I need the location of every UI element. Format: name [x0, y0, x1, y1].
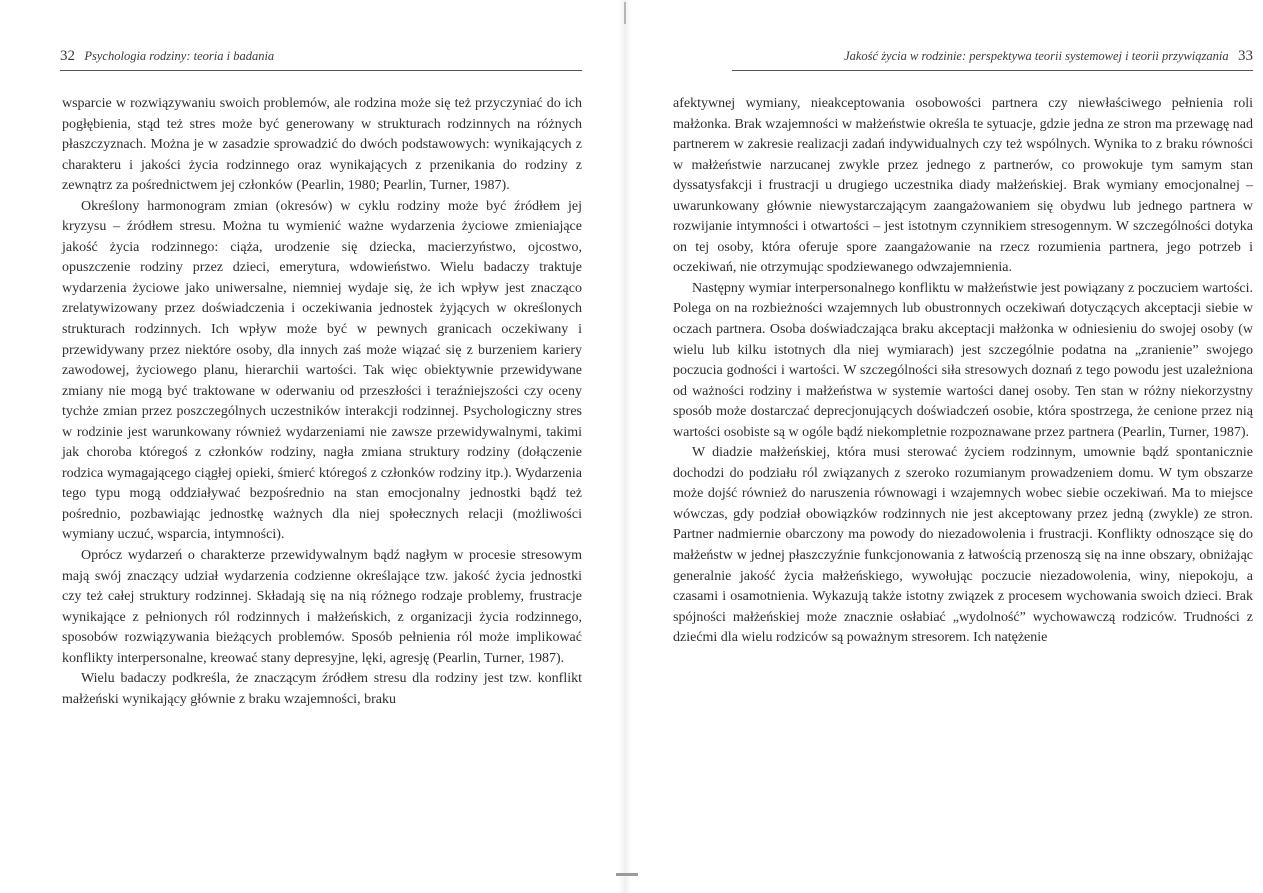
- right-paragraph-1: afektywnej wymiany, nieakceptowania osobowości partnera czy niewłaściwego pełnienia roli małżonka. Brak wzajemności w małżeństwie określa te sytuacje, gdzie jedna ze stron ma przewagę nad partnerem w zakresie realizacji zadań indywidualnych czy też wspólnych. Wynika to z braku równości w małżeństwie narzucanej zwykle przez jednego z partnerów, co prowokuje tym samym stan dyssatysfakcji i frustracji u drugiego uczestnika diady małżeńskiej. Brak wymiany emocjonalnej – uwarunkowany głównie niewystarczającym zaangażowaniem się obydwu lub jednego partnera w rozwijanie intymności i otwartości – jest istotnym czynnikiem stresogennym. W szczególności dotyka on tej osoby, która oferuje spore zaangażowanie na rzecz rozumienia partnera, jego potrzeb i oczekiwań, nie otrzymując spodziewanego odwzajemnienia.: [673, 96, 1253, 276]
- left-page-number: 32: [60, 48, 75, 64]
- left-running-head: [60, 48, 582, 71]
- left-paragraph-3: Oprócz wydarzeń o charakterze przewidywalnym bądź nagłym w procesie stresowym mają swój znaczący udział wydarzenia codzienne określające tzw. jakość życia jednostki czy też całej struktury rodzinnej. Składają się na nią różnego rodzaje problemy, frustracje wynikające z pełnionych ról rodzinnych i małżeńskich, z organizacji życia rodzinnego, sposobów rozwiązywania bieżących problemów. Sposób pełnienia ról może implikować konflikty interpersonalne, kreować stany depresyjne, lęki, agresję (Pearlin, Turner, 1987).: [62, 548, 582, 666]
- right-body-text: [673, 94, 1253, 649]
- right-paragraph-2: Następny wymiar interpersonalnego konfliktu w małżeństwie jest powiązany z poczuciem wartości. Polega on na rozbieżności wzajemnych lub obustronnych oczekiwań dotyczących akceptacji siebie w oczach partnera. Osoba doświadczająca braku akceptacji małżonka w odniesieniu do swojej osoby (w wielu lub kilku istotnych dla niej wymiarach) jest szczególnie podatna na „zranienie” swojego poczucia godności i wartości. W szczególności siła stresowych doznań z tego powodu jest uzależniona od ważności rodziny i małżeństwa w systemie wartości danej osoby. Ten stan w różny niekorzystny sposób może dostarczać deprecjonujących doświadczeń osobie, która spostrzega, że cenione przez nią wartości osobiste są w ogóle bądź niekompletnie rozpoznawane przez partnera (Pearlin, Turner, 1987).: [673, 280, 1253, 440]
- left-body-text: [62, 94, 582, 710]
- left-running-head-title: Psychologia rodziny: teoria i badania: [84, 49, 275, 63]
- right-paragraph-3: W diadzie małżeńskiej, która musi sterować życiem rodzinnym, umownie bądź spontanicznie dochodzi do podziału ról związanych z szeroko rozumianym prowadzeniem domu. W tym obszarze może dojść również do naruszenia równowagi i wzajemnych wobec siebie oczekiwań. Ma to miejsce wówczas, gdy podział obowiązków rodzinnych nie jest akceptowany przez jedną (zwykle) ze stron. Partner nadmiernie obarczony ma powody do niezadowolenia i frustracji. Konflikty odnoszące się do małżeństw w jednej płaszczyźnie funkcjonowania z łatwością przenoszą się na inne obszary, obniżając generalnie jakość życia małżeńskiego, wywołując poczucie niezadowolenia, winy, niepokoju, a czasami i osamotnienia. Wykazują także istotny związek z procesem wychowania swoich dzieci. Brak spójności małżeńskiej może znacznie osłabiać „wydolność” wychowawczą rodziców. Trudności z dziećmi dla wielu rodziców są poważnym stresorem. Ich natężenie: [673, 445, 1253, 646]
- left-page: [0, 0, 631, 893]
- right-running-head: [732, 48, 1253, 71]
- right-page-number: 33: [1238, 48, 1253, 64]
- right-page: [632, 0, 1263, 893]
- right-running-head-title: Jakość życia w rodzinie: perspektywa teorii systemowej i teorii przywiązania: [844, 49, 1229, 63]
- left-paragraph-1: wsparcie w rozwiązywaniu swoich problemów, ale rodzina może się też przyczyniać do ich pogłębienia, stąd też stres może być generowany w strukturach rodzinnych na różnych płaszczyznach. Można je w zasadzie sprowadzić do dwóch podstawowych: wynikających z charakteru i jakości życia rodzinnego oraz wynikających z przenikania do rodziny z zewnątrz za pośrednictwem jej członków (Pearlin, 1980; Pearlin, Turner, 1987).: [62, 96, 582, 194]
- left-paragraph-2: Określony harmonogram zmian (okresów) w cyklu rodziny może być źródłem jej kryzysu – źródłem stresu. Można tu wymienić ważne wydarzenia życiowe zmieniające jakość życia rodzinnego: ciąża, urodzenie się dziecka, macierzyństwo, ojcostwo, opuszczenie rodziny przez dzieci, emerytura, wdowieństwo. Wielu badaczy traktuje wydarzenia życiowe jako uniwersalne, niemniej wydaje się, że ich wpływ jest znacząco zrelatywizowany przez doświadczenia i oczekiwania jednostek żyjących w określonych strukturach rodzinnych. Ich wpływ może być w pewnych granicach oczekiwany i przewidywany przez niektóre osoby, dla innych zaś może wiązać się z burzeniem kariery zawodowej, życiowego planu, hierarchii wartości. Tak więc obiektywnie przewidywane zmiany nie mogą być traktowane w oderwaniu od przeszłości i teraźniejszości czy oceny tychże zmian przez poszczególnych uczestników interakcji rodzinnej. Psychologiczny stres w rodzinie jest warunkowany również wydarzeniami nie zawsze przewidywalnymi, takimi jak choroba któregoś z członków rodziny, nagła zmiana struktury rodziny (dołączenie rodzica wymagającego ciągłej opieki, śmierć któregoś z członków rodziny itp.). Wydarzenia tego typu mogą oddziaływać bezpośrednio na stan emocjonalny jednostki bądź też pośrednio, pozbawiając jednostkę ważnych dla niej społecznych relacji (możliwości wymiany uczuć, wsparcia, intymności).: [62, 198, 582, 543]
- left-paragraph-4: Wielu badaczy podkreśla, że znaczącym źródłem stresu dla rodziny jest tzw. konflikt małżeński wynikający głównie z braku wzajemności, braku: [62, 671, 582, 707]
